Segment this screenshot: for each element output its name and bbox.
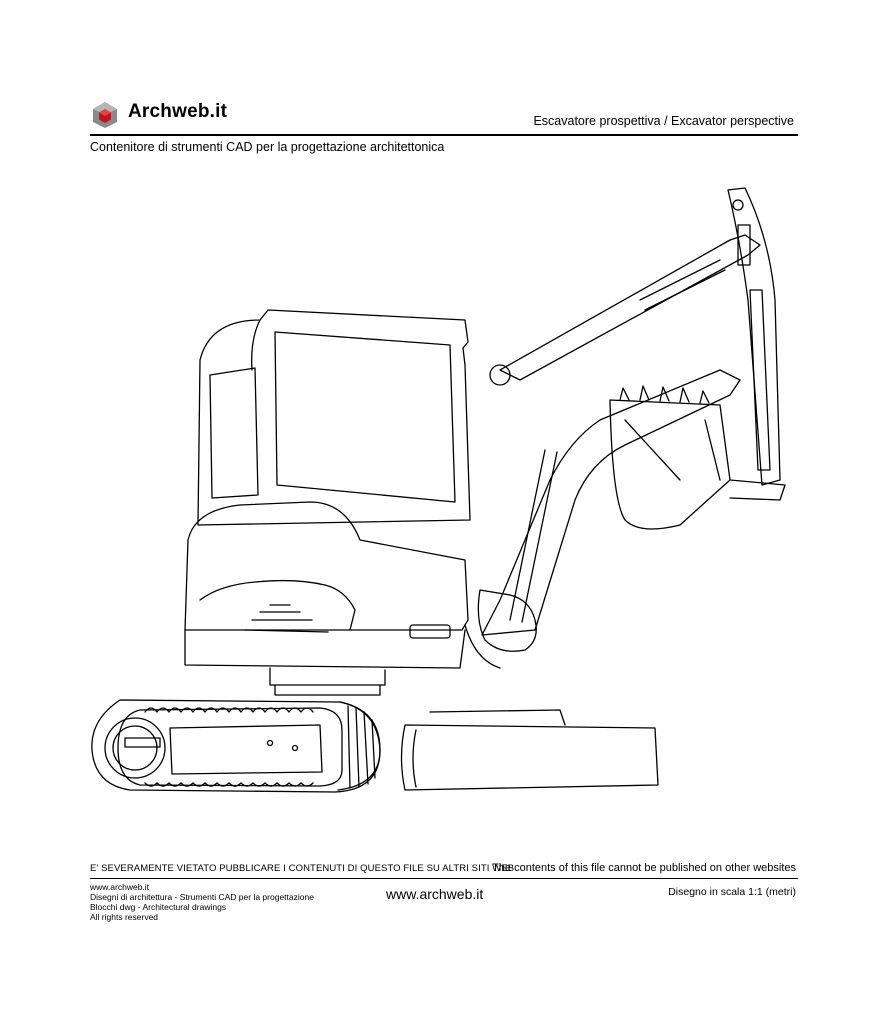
footer-line: All rights reserved: [90, 912, 159, 922]
dozer-blade: [402, 725, 659, 790]
header-rule: [90, 134, 798, 136]
notice-italian: E' SEVERAMENTE VIETATO PUBBLICARE I CONTENUTI DI QUESTO FILE SU ALTRI SITI WEB: [90, 863, 515, 874]
brand-name: Archweb.it: [128, 101, 228, 122]
boom: [482, 370, 740, 635]
cab-window-front: [275, 332, 455, 502]
footer-line: Blocchi dwg - Architectural drawings: [90, 902, 227, 912]
footer-url[interactable]: www.archweb.it: [386, 886, 484, 902]
footer-rule: [90, 878, 798, 879]
arm: [500, 235, 760, 380]
stick: [728, 188, 780, 485]
excavator-drawing: [80, 180, 800, 820]
track-frame: [170, 725, 322, 774]
stick-cylinder: [750, 290, 770, 470]
site-subtitle: Contenitore di strumenti CAD per la progettazione architettonica: [90, 140, 445, 154]
cab-window-side: [210, 368, 258, 498]
arm-pivot: [490, 365, 510, 385]
footer-line[interactable]: www.archweb.it: [90, 882, 150, 892]
cab-outline: [198, 310, 470, 525]
footer-line: Disegni di architettura - Strumenti CAD per la progettazione: [90, 892, 314, 902]
archweb-logo-icon: [92, 101, 118, 129]
lamp: [410, 625, 450, 638]
bucket: [610, 400, 730, 529]
track-wheel: [105, 718, 165, 778]
footer-info: [90, 882, 314, 922]
notice-english: The contents of this file cannot be published on other websites: [492, 862, 796, 874]
drawing-title: Escavatore prospettiva / Excavator perspective: [533, 114, 794, 128]
scale-note: Disegno in scala 1:1 (metri): [668, 886, 796, 898]
swing-bracket: [478, 590, 536, 651]
body-lower: [185, 630, 465, 668]
cab-pillar: [252, 320, 260, 370]
